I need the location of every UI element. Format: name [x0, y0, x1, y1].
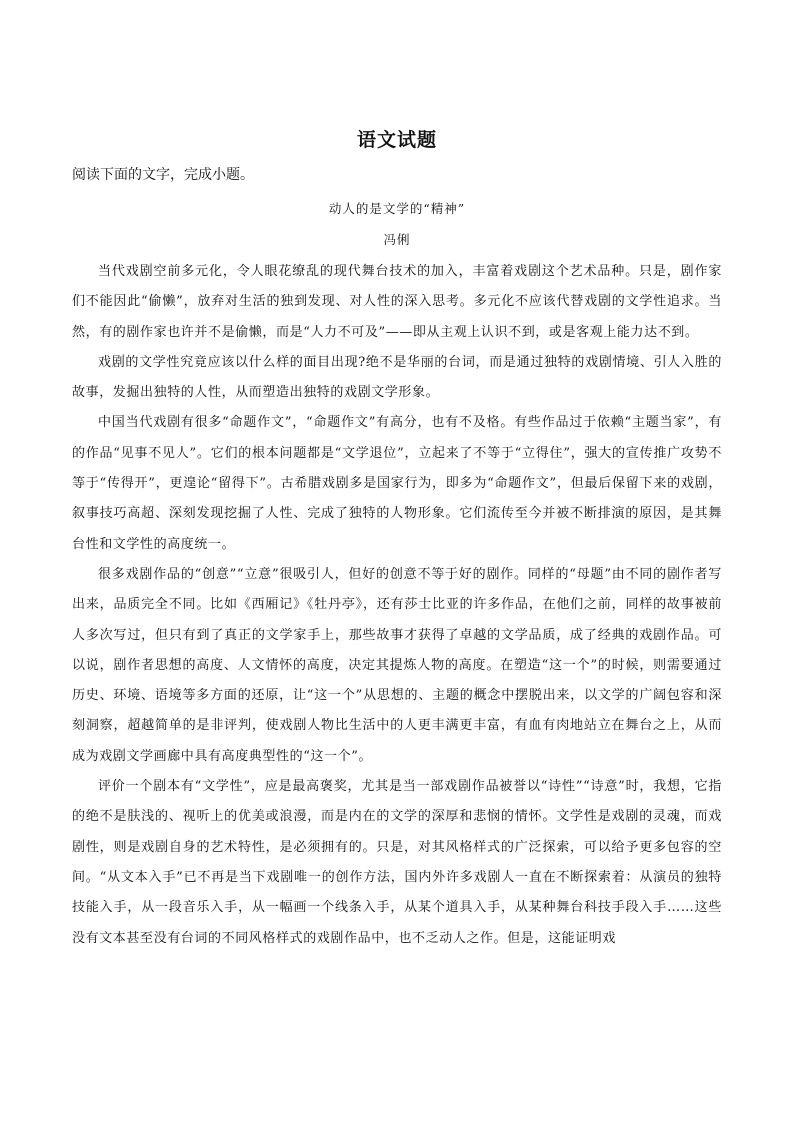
article-author: 冯俐: [383, 232, 411, 247]
article-title: 动人的是文学的“精神”: [328, 201, 466, 216]
paragraph-1: 当代戏剧空前多元化，令人眼花缭乱的现代舞台技术的加入，丰富着戏剧这个艺术品种。只是，剧作家们不能因此“偷懒”，放弃对生活的独到发现、对人性的深入思考。多元化不应该代替戏剧的文学性追求。当然，有的剧作家也许并不是偷懒，而是“人力不可及”——即从主观上认识不到，或是客观上能力达不到。: [72, 264, 722, 340]
page-title: 语文试题: [356, 129, 437, 151]
paragraph-3: 中国当代戏剧有很多“命题作文”，“命题作文”有高分，也有不及格。有些作品过于依赖“主题当家”，有的作品“见事不见人”。它们的根本问题都是“文学退位”，立起来了不等于“立得住”，强大的宣传推广攻势不等于“传得开”，更遑论“留得下”。古希腊戏剧多是国家行为，即多为“命题作文”，但最后保留下来的戏剧，叙事技巧高超、深刻发现挖掘了人性、完成了独特的人物形象。它们流传至今并被不断排演的原因，是其舞台性和文学性的高度统一。: [72, 415, 722, 552]
paragraph-5: 评价一个剧本有“文学性”，应是最高褒奖，尤其是当一部戏剧作品被誉以“诗性”“诗意”时，我想，它指的绝不是肤浅的、视听上的优美或浪漫，而是内在的文学的深厚和悲悯的情怀。文学性是戏剧的灵魂，而戏剧性，则是戏剧自身的艺术特性，是必须拥有的。只是，对其风格样式的广泛探索，可以给予更多包容的空间。“从文本入手”已不再是当下戏剧唯一的创作方法，国内外许多戏剧人一直在不断探索着：从演员的独特技能入手，从一段音乐入手，从一幅画一个线条入手，从某个道具入手，从某种舞台科技手段入手……这些没有文本甚至没有台词的不同风格样式的戏剧作品中，也不乏动人之作。但是，这能证明戏: [72, 779, 722, 946]
article-body: [72, 257, 722, 954]
paragraph-4: 很多戏剧作品的“创意”“立意”很吸引人，但好的创意不等于好的剧作。同样的“母题”由不同的剧作者写出来，品质完全不同。比如《西厢记》《牡丹亭》，还有莎士比亚的许多作品，在他们之前，同样的故事被前人多次写过，但只有到了真正的文学家手上，那些故事才获得了卓越的文学品质，成了经典的戏剧作品。可以说，剧作者思想的高度、人文情怀的高度，决定其提炼人物的高度。在塑造“这一个”的时候，则需要通过历史、环境、语境等多方面的还原，让“这一个”从思想的、主题的概念中摆脱出来，以文学的广阔包容和深刻洞察，超越简单的是非评判，使戏剧人物比生活中的人更丰满更丰富，有血有肉地站立在舞台之上，从而成为戏剧文学画廊中具有高度典型性的“这一个”。: [72, 566, 722, 764]
paragraph-2: 戏剧的文学性究竟应该以什么样的面目出现?绝不是华丽的台词，而是通过独特的戏剧情境、引人入胜的故事，发掘出独特的人性，从而塑造出独特的戏剧文学形象。: [72, 354, 722, 401]
question-instruction: 阅读下面的文字，完成小题。: [72, 167, 254, 183]
